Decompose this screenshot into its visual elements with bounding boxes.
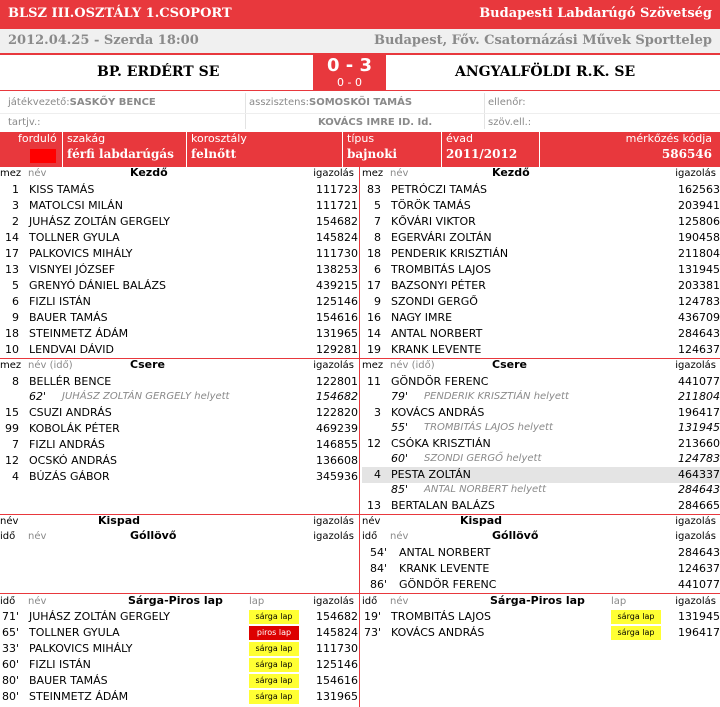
col-label: idő: [0, 596, 16, 607]
shirt-number: 12: [5, 454, 19, 467]
home-subs-header: [0, 359, 358, 373]
card-badge: sárga lap: [249, 674, 299, 688]
away-starter-row: [362, 182, 720, 198]
round-marker: [30, 149, 56, 163]
player-name: EGERVÁRI ZOLTÁN: [391, 231, 492, 244]
card-badge: sárga lap: [611, 626, 661, 640]
home-sub-detail: [0, 389, 358, 405]
player-code: 284643: [678, 546, 720, 559]
referee-name: SASKŐY BENCE: [69, 97, 156, 108]
player-code: 469239: [316, 422, 358, 435]
player-name: GRENYÓ DÁNIEL BALÁZS: [29, 279, 166, 292]
final-score: 0 - 3: [326, 55, 373, 76]
player-code: 196417: [678, 626, 720, 639]
player-code: 129281: [316, 343, 358, 356]
player-name: JUHÁSZ ZOLTÁN GERGELY: [29, 610, 171, 623]
home-sub-row: [0, 453, 358, 469]
col-label: mez: [0, 360, 22, 371]
away-starters-header: [362, 167, 720, 181]
player-code: 136608: [316, 454, 358, 467]
player-name: LENDVAI DÁVID: [29, 343, 115, 356]
away-goal-row: [362, 561, 720, 577]
home-card-row: [0, 641, 358, 657]
away-starter-row: [362, 326, 720, 342]
player-code: 162563: [678, 183, 720, 196]
shirt-number: 3: [374, 406, 381, 419]
home-starter-row: [0, 278, 358, 294]
card-minute: 19': [363, 610, 381, 623]
card-badge: piros lap: [249, 626, 299, 640]
home-starter-row: [0, 198, 358, 214]
away-goal-row: [362, 545, 720, 561]
player-name: FIZLI ISTÁN: [29, 658, 91, 671]
shirt-number: 7: [374, 215, 381, 228]
home-team: BP. ERDÉRT SE: [97, 64, 220, 80]
shirt-number: 5: [374, 199, 381, 212]
col-label: igazolás: [675, 516, 716, 527]
shirt-number: 8: [12, 375, 19, 388]
away-starter-row: [362, 246, 720, 262]
player-name: ANTAL NORBERT: [391, 327, 483, 340]
tartjv-label: tartjv.:: [8, 117, 41, 128]
home-sub-row: [0, 405, 358, 421]
section-title: Kispad: [460, 514, 503, 527]
away-sub-detail: [362, 482, 720, 498]
col-label: igazolás: [313, 168, 354, 179]
col-label: igazolás: [313, 360, 354, 371]
shirt-number: 11: [367, 375, 381, 388]
section-title: Csere: [130, 358, 165, 371]
col-label: igazolás: [313, 531, 354, 542]
replaced-code: 284643: [678, 483, 720, 496]
player-code: 131965: [316, 690, 358, 703]
player-name: TÖRÖK TAMÁS: [391, 199, 471, 212]
col-label: igazolás: [675, 596, 716, 607]
away-starter-row: [362, 278, 720, 294]
section-title: Kispad: [98, 514, 141, 527]
home-card-row: [0, 689, 358, 705]
player-code: 154616: [316, 674, 358, 687]
col-label: idő: [0, 531, 16, 542]
player-name: BÚZÁS GÁBOR: [29, 470, 110, 483]
shirt-number: 16: [367, 311, 381, 324]
away-sub-row: [362, 467, 720, 483]
player-code: 111721: [316, 199, 358, 212]
home-sub-row: [0, 374, 358, 390]
home-card-row: [0, 657, 358, 673]
replaced-code: 131945: [678, 421, 720, 434]
player-name: FIZLI ISTÁN: [29, 295, 91, 308]
away-bench-header: [362, 515, 720, 529]
shirt-number: 19: [367, 343, 381, 356]
col-label: lap: [611, 596, 627, 607]
type-value: bajnoki: [347, 147, 398, 161]
away-starter-row: [362, 198, 720, 214]
score-box: [313, 55, 386, 91]
szovell-label: szöv.ell.:: [488, 117, 532, 128]
replaced-player: PENDERIK KRISZTIÁN helyett: [424, 391, 569, 402]
home-sub-row: [0, 469, 358, 485]
section-title: Sárga-Piros lap: [490, 594, 585, 607]
home-cards-header: [0, 595, 358, 609]
card-minute: 80': [1, 690, 19, 703]
player-name: KOBOLÁK PÉTER: [29, 422, 120, 435]
player-name: KRANK LEVENTE: [399, 562, 490, 575]
player-code: 284665: [678, 499, 720, 512]
player-code: 122820: [316, 406, 358, 419]
sub-minute: 79': [391, 390, 409, 403]
col-label: név: [28, 531, 47, 542]
player-code: 464337: [678, 468, 720, 481]
player-name: GÖNDÖR FERENC: [399, 578, 497, 591]
assistant2-name: KOVÁCS IMRE ID. Id.: [318, 117, 433, 128]
player-code: 131945: [678, 610, 720, 623]
assistant-label: asszisztens:: [249, 97, 310, 108]
home-starter-row: [0, 294, 358, 310]
player-name: BAZSONYI PÉTER: [391, 279, 486, 292]
player-name: PENDERIK KRISZTIÁN: [391, 247, 509, 260]
player-code: 138253: [316, 263, 358, 276]
player-name: KOVÁCS ANDRÁS: [391, 406, 485, 419]
round-label: forduló: [18, 132, 57, 145]
shirt-number: 7: [12, 438, 19, 451]
player-code: 154616: [316, 311, 358, 324]
shirt-number: 9: [12, 311, 19, 324]
shirt-number: 12: [367, 437, 381, 450]
player-code: 124783: [678, 295, 720, 308]
player-code: 190458: [678, 231, 720, 244]
home-starter-row: [0, 230, 358, 246]
away-starter-row: [362, 294, 720, 310]
match-venue: Budapest, Főv. Csatornázási Művek Sporttelep: [373, 33, 712, 48]
away-sub-row: [362, 436, 720, 452]
card-minute: 65': [1, 626, 19, 639]
col-label: igazolás: [675, 531, 716, 542]
referee-label: játékvezető:: [8, 97, 70, 108]
player-code: 441077: [678, 578, 720, 591]
away-goals-header: [362, 530, 720, 544]
away-subs-header: [362, 359, 720, 373]
player-name: KOVÁCS ANDRÁS: [391, 626, 485, 639]
col-label: mez: [0, 168, 22, 179]
shirt-number: 18: [367, 247, 381, 260]
shirt-number: 99: [5, 422, 19, 435]
section-title: Kezdő: [130, 166, 168, 179]
player-name: STEINMETZ ÁDÁM: [29, 327, 129, 340]
replaced-player: ANTAL NORBERT helyett: [424, 484, 546, 495]
match-datetime: 2012.04.25 - Szerda 18:00: [8, 33, 199, 48]
home-starter-row: [0, 310, 358, 326]
shirt-number: 9: [374, 295, 381, 308]
goal-minute: 86': [369, 578, 387, 591]
player-name: PALKOVICS MIHÁLY: [29, 247, 133, 260]
col-label: név: [390, 531, 409, 542]
team-line: [0, 55, 720, 91]
replaced-code: 211804: [678, 390, 720, 403]
home-starter-row: [0, 326, 358, 342]
shirt-number: 10: [5, 343, 19, 356]
away-cards-header: [362, 595, 720, 609]
away-sub-detail: [362, 420, 720, 436]
card-badge: sárga lap: [611, 610, 661, 624]
branch-label: szakág: [67, 132, 106, 145]
player-code: 345936: [316, 470, 358, 483]
player-code: 124637: [678, 343, 720, 356]
card-minute: 71': [1, 610, 19, 623]
shirt-number: 13: [367, 499, 381, 512]
home-starter-row: [0, 262, 358, 278]
player-code: 436709: [678, 311, 720, 324]
sub-minute: 55': [391, 421, 409, 434]
away-team: ANGYALFÖLDI R.K. SE: [455, 64, 636, 80]
player-code: 125146: [316, 295, 358, 308]
home-starter-row: [0, 214, 358, 230]
section-title: Sárga-Piros lap: [128, 594, 223, 607]
player-code: 284643: [678, 327, 720, 340]
col-label: igazolás: [313, 516, 354, 527]
player-code: 111730: [316, 247, 358, 260]
player-code: 124637: [678, 562, 720, 575]
col-label: név: [362, 516, 381, 527]
player-name: KISS TAMÁS: [29, 183, 95, 196]
away-sub-row: [362, 374, 720, 390]
player-code: 111730: [316, 642, 358, 655]
controller-label: ellenőr:: [488, 97, 526, 108]
player-code: 439215: [316, 279, 358, 292]
away-card-row: [362, 609, 720, 625]
player-code: 203941: [678, 199, 720, 212]
player-code: 111723: [316, 183, 358, 196]
replaced-code: 154682: [316, 390, 358, 403]
shirt-number: 17: [367, 279, 381, 292]
player-code: 145824: [316, 231, 358, 244]
player-code: 145824: [316, 626, 358, 639]
col-label: név (idő): [28, 360, 73, 371]
shirt-number: 15: [5, 406, 19, 419]
player-name: CSÓKA KRISZTIÁN: [391, 437, 491, 450]
shirt-number: 13: [5, 263, 19, 276]
player-name: FIZLI ANDRÁS: [29, 438, 105, 451]
goal-minute: 84': [369, 562, 387, 575]
away-card-row: [362, 625, 720, 641]
shirt-number: 4: [374, 468, 381, 481]
player-code: 154682: [316, 610, 358, 623]
shirt-number: 2: [12, 215, 19, 228]
player-name: BERTALAN BALÁZS: [391, 499, 495, 512]
col-label: mez: [362, 168, 384, 179]
col-label: igazolás: [675, 360, 716, 371]
section-title: Csere: [492, 358, 527, 371]
player-name: SZONDI GERGŐ: [391, 295, 478, 308]
player-code: 146855: [316, 438, 358, 451]
home-starter-row: [0, 246, 358, 262]
player-name: TROMBITÁS LAJOS: [391, 610, 491, 623]
card-badge: sárga lap: [249, 610, 299, 624]
home-card-row: [0, 625, 358, 641]
player-code: 131965: [316, 327, 358, 340]
card-minute: 73': [363, 626, 381, 639]
col-label: név: [28, 596, 47, 607]
player-code: 125146: [316, 658, 358, 671]
player-name: VISNYEI JÓZSEF: [29, 263, 116, 276]
replaced-player: SZONDI GERGŐ helyett: [424, 453, 542, 464]
home-sub-row: [0, 421, 358, 437]
card-badge: sárga lap: [249, 642, 299, 656]
shirt-number: 8: [374, 231, 381, 244]
player-code: 122801: [316, 375, 358, 388]
player-name: TOLLNER GYULA: [29, 231, 120, 244]
card-minute: 33': [1, 642, 19, 655]
home-sub-row: [0, 437, 358, 453]
away-starter-row: [362, 214, 720, 230]
col-label: név: [390, 596, 409, 607]
player-code: 441077: [678, 375, 720, 388]
shirt-number: 14: [367, 327, 381, 340]
player-code: 211804: [678, 247, 720, 260]
player-name: NAGY IMRE: [391, 311, 453, 324]
player-name: KŐVÁRI VIKTOR: [391, 215, 476, 228]
age-value: felnőtt: [191, 147, 237, 161]
card-minute: 80': [1, 674, 19, 687]
player-name: OCSKÓ ANDRÁS: [29, 454, 118, 467]
away-sub-detail: [362, 389, 720, 405]
player-name: ANTAL NORBERT: [399, 546, 491, 559]
player-name: TROMBITÁS LAJOS: [391, 263, 491, 276]
section-title: Góllövő: [492, 529, 539, 542]
federation-title: Budapesti Labdarúgó Szövetség: [479, 6, 712, 21]
col-label: mez: [362, 360, 384, 371]
player-name: MATOLCSI MILÁN: [29, 199, 123, 212]
shirt-number: 4: [12, 470, 19, 483]
league-title: BLSZ III.OSZTÁLY 1.CSOPORT: [8, 6, 232, 21]
away-sub-row: [362, 498, 720, 514]
assistant1-name: SOMOSKÖI TAMÁS: [309, 97, 413, 108]
away-starter-row: [362, 342, 720, 358]
sub-minute: 62': [29, 390, 47, 403]
match-info-bar: [0, 132, 720, 167]
player-code: 154682: [316, 215, 358, 228]
branch-value: férfi labdarúgás: [67, 147, 174, 161]
col-label: név (idő): [390, 360, 435, 371]
shirt-number: 18: [5, 327, 19, 340]
player-name: PESTA ZOLTÁN: [391, 468, 471, 481]
referee-line: [8, 97, 156, 108]
card-minute: 60': [1, 658, 19, 671]
assistant-line: [249, 97, 412, 108]
season-label: évad: [446, 132, 474, 145]
home-card-row: [0, 609, 358, 625]
player-name: CSUZI ANDRÁS: [29, 406, 112, 419]
shirt-number: 6: [12, 295, 19, 308]
player-name: KRANK LEVENTE: [391, 343, 482, 356]
col-label: igazolás: [675, 168, 716, 179]
away-sub-detail: [362, 451, 720, 467]
player-name: TOLLNER GYULA: [29, 626, 120, 639]
player-name: BAUER TAMÁS: [29, 674, 108, 687]
player-name: PETRÓCZI TAMÁS: [391, 183, 487, 196]
shirt-number: 83: [367, 183, 381, 196]
goal-minute: 54': [369, 546, 387, 559]
code-value: 586546: [661, 147, 712, 161]
player-code: 131945: [678, 263, 720, 276]
player-code: 203381: [678, 279, 720, 292]
away-starter-row: [362, 310, 720, 326]
player-code: 213660: [678, 437, 720, 450]
shirt-number: 6: [374, 263, 381, 276]
col-label: igazolás: [313, 596, 354, 607]
sub-minute: 60': [391, 452, 409, 465]
replaced-player: TROMBITÁS LAJOS helyett: [424, 422, 553, 433]
sub-minute: 85': [391, 483, 409, 496]
home-card-row: [0, 673, 358, 689]
shirt-number: 5: [12, 279, 19, 292]
replaced-code: 124783: [678, 452, 720, 465]
section-title: Góllövő: [130, 529, 177, 542]
away-starter-row: [362, 230, 720, 246]
code-label: mérkőzés kódja: [625, 132, 712, 145]
season-value: 2011/2012: [446, 147, 518, 161]
shirt-number: 14: [5, 231, 19, 244]
col-label: lap: [249, 596, 265, 607]
shirt-number: 17: [5, 247, 19, 260]
halftime-score: 0 - 0: [337, 76, 362, 89]
col-label: idő: [362, 531, 378, 542]
away-starter-row: [362, 262, 720, 278]
home-starters-header: [0, 167, 358, 181]
shirt-number: 1: [12, 183, 19, 196]
date-bar: [0, 29, 720, 55]
home-goals-header: [0, 530, 358, 544]
type-label: típus: [347, 132, 375, 145]
section-title: Kezdő: [492, 166, 530, 179]
col-label: idő: [362, 596, 378, 607]
player-name: STEINMETZ ÁDÁM: [29, 690, 129, 703]
player-name: GÖNDÖR FERENC: [391, 375, 489, 388]
card-badge: sárga lap: [249, 658, 299, 672]
top-bar: [0, 0, 720, 29]
age-label: korosztály: [191, 132, 247, 145]
col-label: név: [0, 516, 19, 527]
col-label: név: [390, 168, 409, 179]
col-label: név: [28, 168, 47, 179]
player-name: BELLÉR BENCE: [29, 375, 112, 388]
card-badge: sárga lap: [249, 690, 299, 704]
player-name: BAUER TAMÁS: [29, 311, 108, 324]
player-code: 196417: [678, 406, 720, 419]
player-code: 125806: [678, 215, 720, 228]
away-sub-row: [362, 405, 720, 421]
home-starter-row: [0, 182, 358, 198]
home-starter-row: [0, 342, 358, 358]
home-bench-header: [0, 515, 358, 529]
player-name: PALKOVICS MIHÁLY: [29, 642, 133, 655]
replaced-player: JUHÁSZ ZOLTÁN GERGELY helyett: [62, 391, 230, 402]
shirt-number: 3: [12, 199, 19, 212]
player-name: JUHÁSZ ZOLTÁN GERGELY: [29, 215, 171, 228]
away-goal-row: [362, 577, 720, 593]
